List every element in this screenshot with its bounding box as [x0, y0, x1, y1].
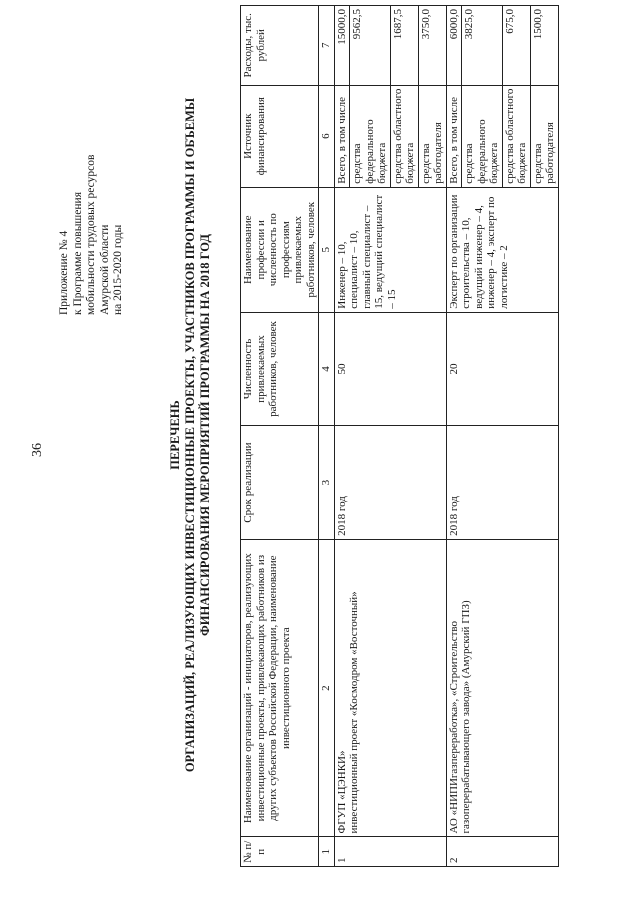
table-header-row	[241, 6, 319, 867]
funding-source: средства работодателя	[418, 85, 446, 187]
column-number: 1	[319, 837, 335, 867]
funding-source: средства работодателя	[530, 85, 558, 187]
funding-amount: 3750,0	[418, 6, 446, 86]
column-number: 4	[319, 312, 335, 426]
column-number: 7	[319, 6, 335, 86]
appendix-line: на 2015-2020 годы	[112, 224, 124, 315]
table-row	[334, 6, 350, 867]
funding-source: средства федерального бюджета	[462, 85, 503, 187]
funding-amount: 1687,5	[390, 6, 418, 86]
funding-source: Всего, в том числе	[334, 85, 350, 187]
term-cell: 2018 год	[334, 426, 446, 540]
organization-cell	[334, 539, 446, 837]
column-number-row	[319, 6, 335, 867]
organization-cell	[446, 539, 558, 837]
header-cell: Источник финансирования	[241, 85, 319, 187]
project-name: инвестиционный проект «Космодром «Восточный»	[348, 591, 360, 834]
appendix-line: мобильности трудовых ресурсов	[85, 154, 97, 315]
page-number: 36	[30, 443, 45, 457]
appendix-line: к Программе повышения	[71, 192, 84, 315]
funding-source: Всего, в том числе	[446, 85, 462, 187]
table-row	[446, 6, 462, 867]
appendix-line: Приложение № 4	[58, 230, 70, 315]
appendix-line: Амурской области	[98, 224, 111, 315]
column-number: 2	[319, 539, 335, 837]
header-cell: Численность привлекаемых работников, человек	[241, 312, 319, 426]
document-title	[168, 5, 213, 865]
funding-source: средства областного бюджета	[502, 85, 530, 187]
funding-source: средства областного бюджета	[390, 85, 418, 187]
organization-name: АО «НИПИгазпереработка», «Строительство газоперерабатывающего завода» (Амурский ГПЗ)	[447, 600, 472, 834]
funding-amount: 3825,0	[462, 6, 503, 86]
header-cell: № п/п	[241, 837, 319, 867]
professions-cell: Инженер – 10, специалист – 10, главный специалист – 15, ведущий специалист – 15	[334, 187, 446, 312]
funding-amount: 675,0	[502, 6, 530, 86]
title-line: ФИНАНСИРОВАНИЯ МЕРОПРИЯТИЙ ПРОГРАММЫ НА 2018 ГОД	[198, 234, 212, 636]
header-cell: Расходы, тыс. рублей	[241, 6, 319, 86]
row-number: 2	[446, 837, 558, 867]
column-number: 3	[319, 426, 335, 540]
header-cell: Наименование организаций - инициаторов, реализующих инвестиционные проекты, привлекающих работников из других субъектов Российской Федерации, наименование инвестиционного проекта	[241, 539, 319, 837]
funding-amount: 6000,0	[446, 6, 462, 86]
term-cell: 2018 год	[446, 426, 558, 540]
header-cell: Наименование профессии и численность по профессиям привлекаемых работников, человек	[241, 187, 319, 312]
worker-count: 20	[446, 312, 558, 426]
row-number: 1	[334, 837, 446, 867]
funding-amount: 9562,5	[350, 6, 391, 86]
funding-source: средства федерального бюджета	[350, 85, 391, 187]
funding-amount: 1500,0	[530, 6, 558, 86]
title-line: ПЕРЕЧЕНЬ	[168, 400, 182, 470]
column-number: 5	[319, 187, 335, 312]
investment-projects-table	[240, 5, 559, 867]
worker-count: 50	[334, 312, 446, 426]
professions-cell: Эксперт по организации строительства – 10, ведущий инженер – 4, инженер – 4, эксперт по логистике – 2	[446, 187, 558, 312]
title-line: ОРГАНИЗАЦИЙ, РЕАЛИЗУЮЩИХ ИНВЕСТИЦИОННЫЕ ПРОЕКТЫ, УЧАСТНИКОВ ПРОГРАММЫ И ОБЪЕМЫ	[183, 97, 197, 773]
appendix-note	[58, 155, 126, 315]
funding-amount: 15000,0	[334, 6, 350, 86]
header-cell: Срок реализации	[241, 426, 319, 540]
organization-name: ФГУП «ЦЭНКИ»	[335, 750, 348, 834]
column-number: 6	[319, 85, 335, 187]
